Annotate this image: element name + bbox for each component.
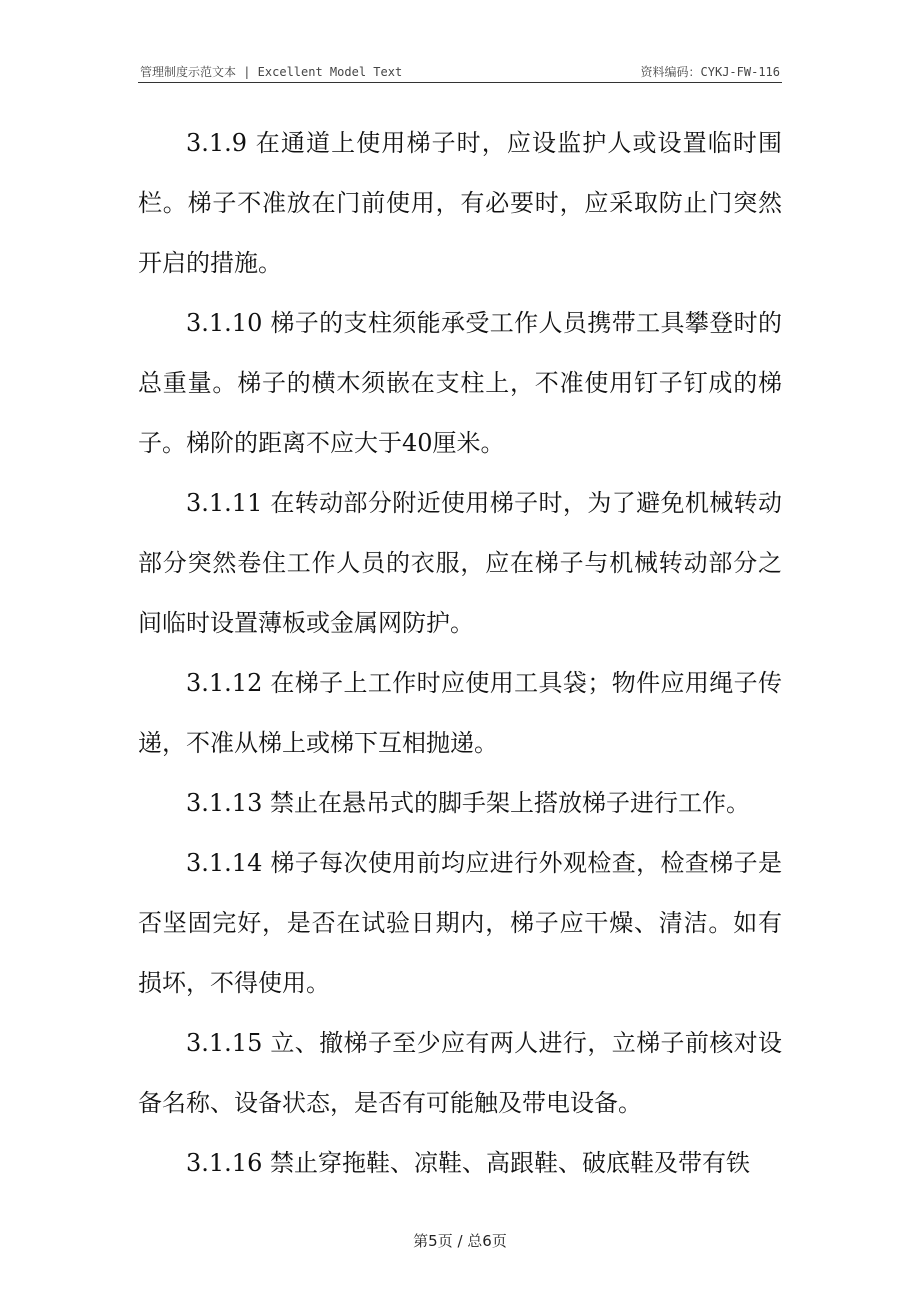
paragraph-3-1-13: 3.1.13 禁止在悬吊式的脚手架上搭放梯子进行工作。	[186, 789, 750, 817]
page-header	[138, 60, 782, 83]
paragraph-3-1-12: 3.1.12 在梯子上工作时应使用工具袋；物件应用绳子传递，不准从梯上或梯下互相抛递。	[138, 669, 782, 757]
paragraph-3-1-9: 3.1.9 在通道上使用梯子时，应设监护人或设置临时围栏。梯子不准放在门前使用，有必要时，应采取防止门突然开启的措施。	[138, 129, 782, 277]
paragraph-3-1-11: 3.1.11 在转动部分附近使用梯子时，为了避免机械转动部分突然卷住工作人员的衣服，应在梯子与机械转动部分之间临时设置薄板或金属网防护。	[138, 489, 782, 637]
document-body	[138, 113, 782, 1193]
header-title: 管理制度示范文本 | Excellent Model Text	[140, 65, 403, 79]
paragraph-3-1-14: 3.1.14 梯子每次使用前均应进行外观检查，检查梯子是否坚固完好，是否在试验日期内，梯子应干燥、清洁。如有损坏，不得使用。	[138, 849, 782, 997]
document-code: 资料编码：CYKJ-FW-116	[640, 65, 780, 79]
paragraph-3-1-16: 3.1.16 禁止穿拖鞋、凉鞋、高跟鞋、破底鞋及带有铁	[186, 1149, 750, 1177]
paragraph-3-1-15: 3.1.15 立、撤梯子至少应有两人进行，立梯子前核对设备名称、设备状态，是否有可能触及带电设备。	[138, 1029, 782, 1117]
paragraph-3-1-10: 3.1.10 梯子的支柱须能承受工作人员携带工具攀登时的总重量。梯子的横木须嵌在支柱上，不准使用钉子钉成的梯子。梯阶的距离不应大于40厘米。	[138, 309, 782, 457]
page-number: 第5页 / 总6页	[413, 1232, 507, 1250]
